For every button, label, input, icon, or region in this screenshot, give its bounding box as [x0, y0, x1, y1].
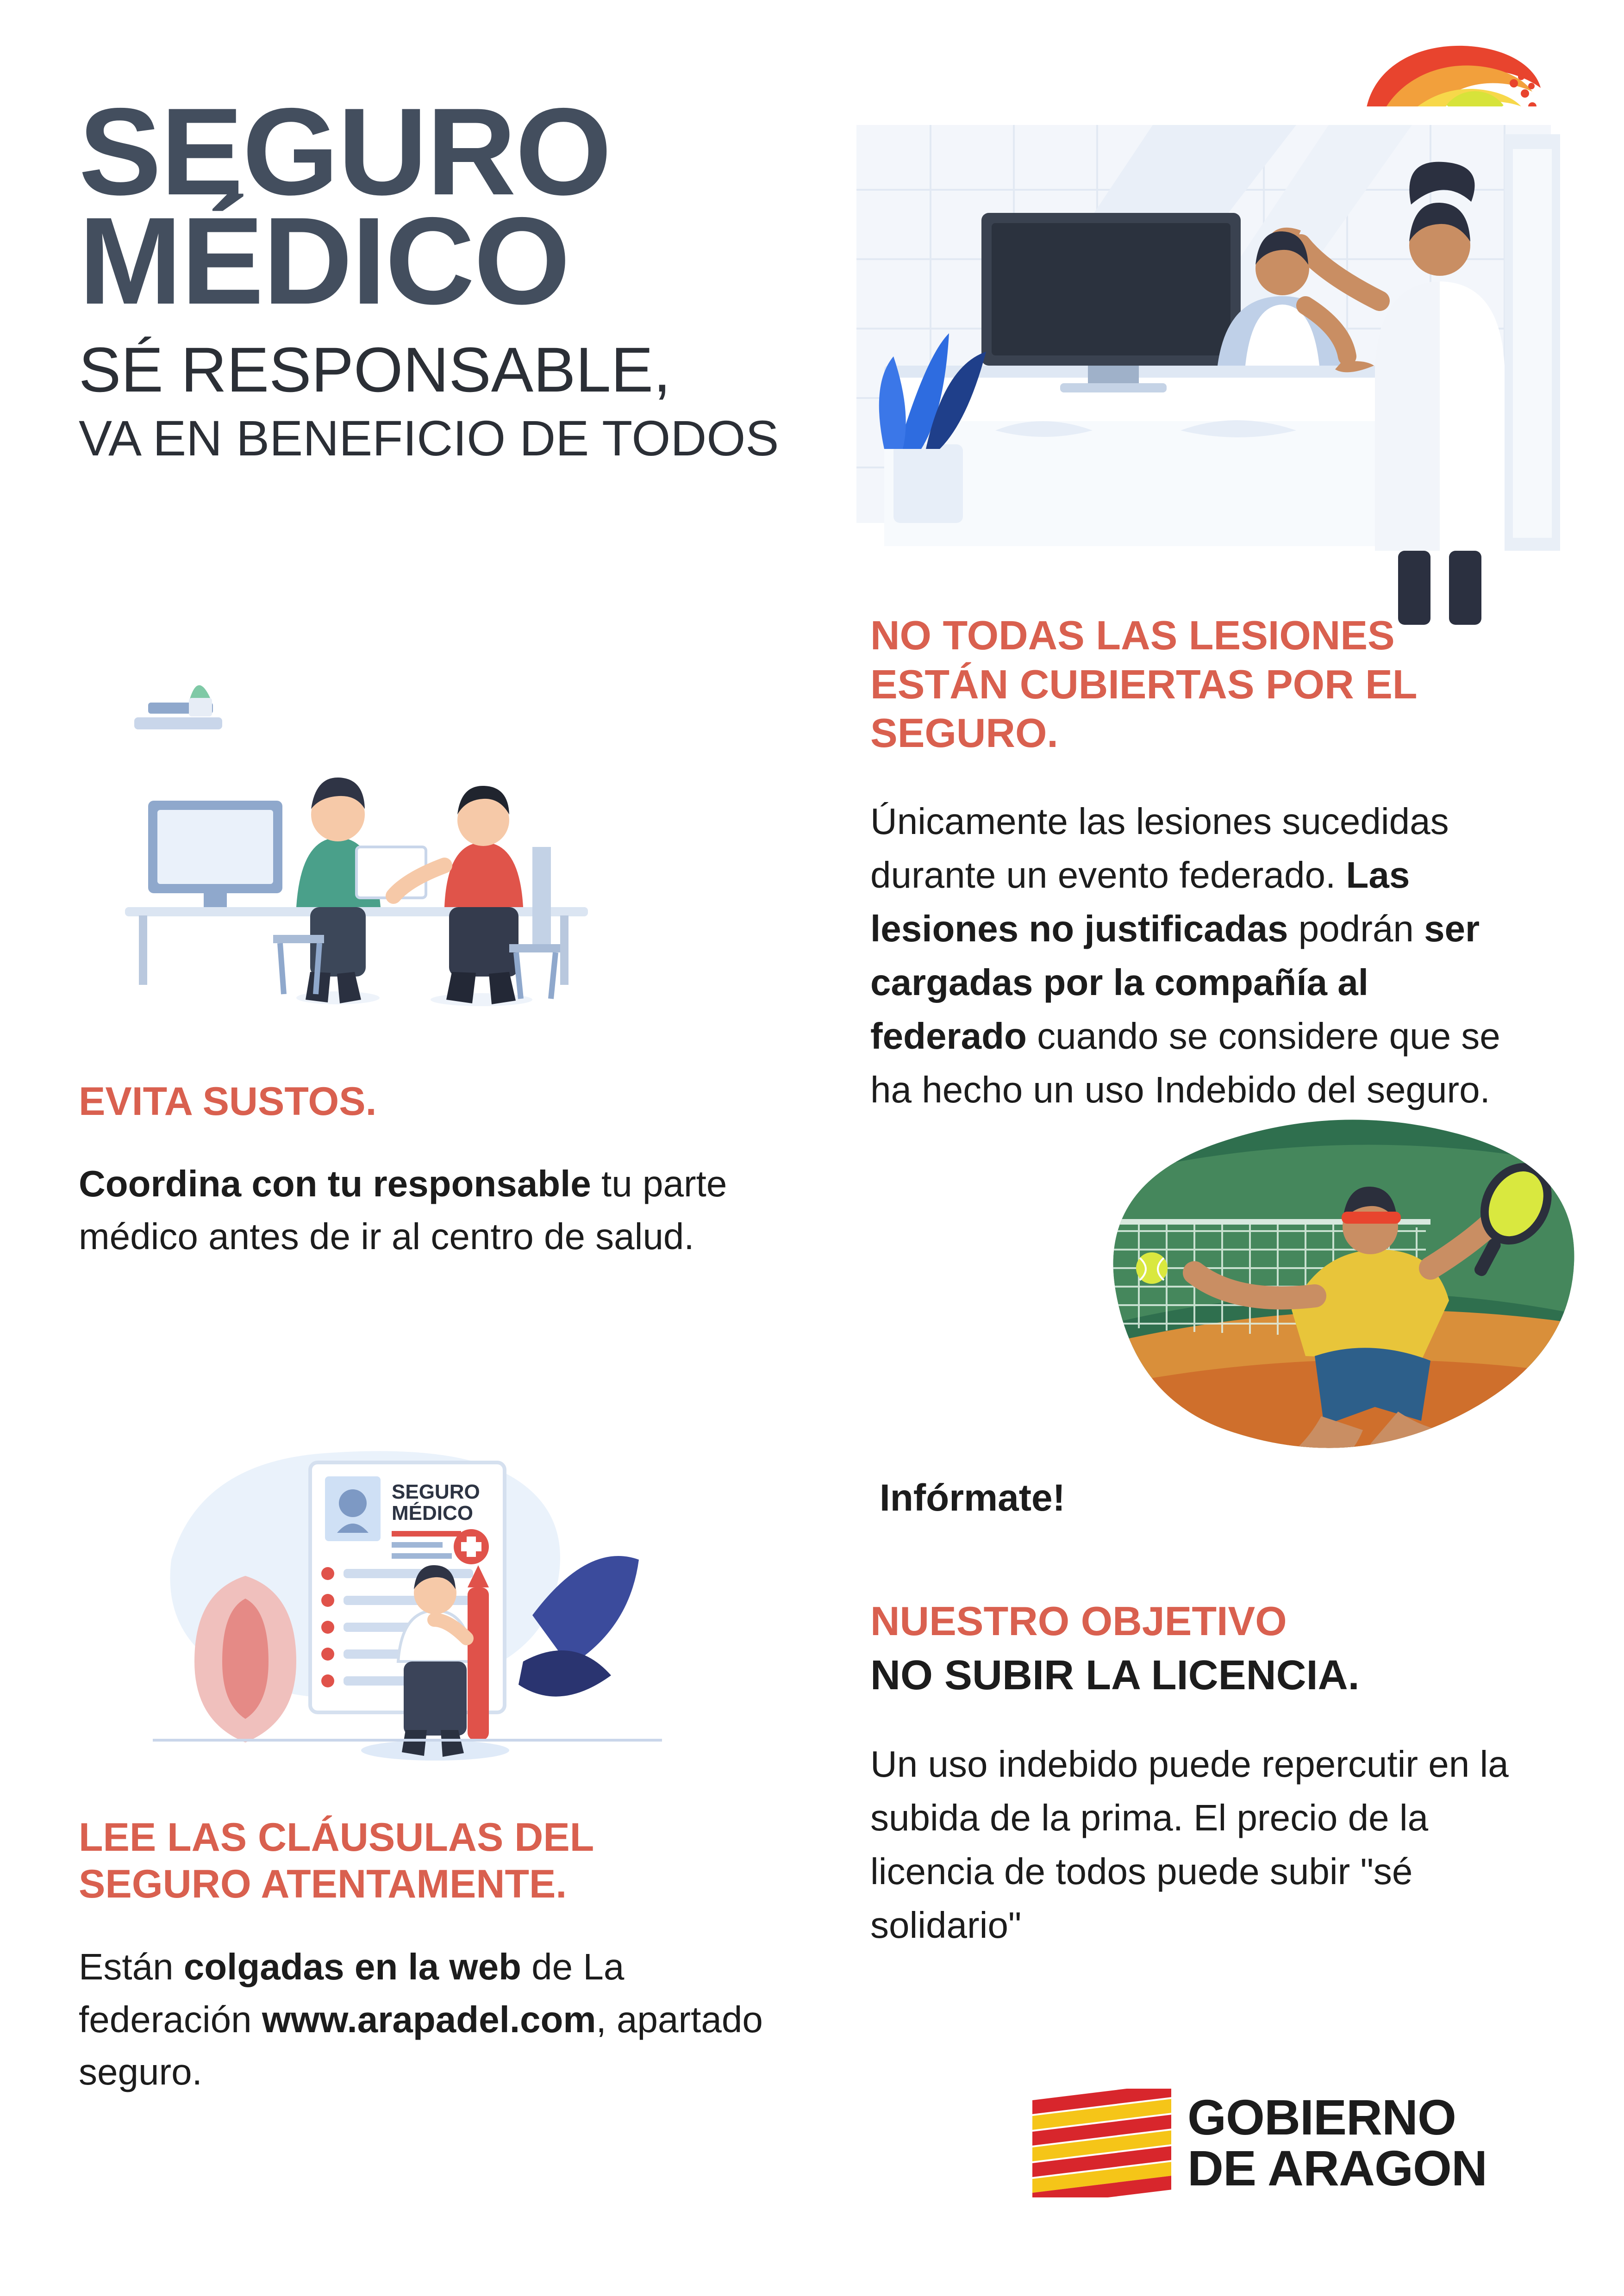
lee-body-mid: de La federación [79, 1946, 625, 2040]
lesiones-body-mid: podrán [1288, 908, 1424, 949]
lee-heading-line-2: SEGURO ATENTAMENTE. [79, 1862, 567, 1907]
consultation-scene-icon [79, 648, 690, 1018]
website-link[interactable]: www.arapadel.com [262, 1998, 596, 2040]
lesiones-heading: NO TODAS LAS LESIONES ESTÁN CUBIERTAS POR EL SEGURO. [870, 612, 1417, 756]
evita-sustos-body-rest: tu parte médico antes de ir al centro de salud. [79, 1163, 727, 1257]
gobierno-aragon-text [1187, 2089, 1487, 2196]
illustration-reception [829, 106, 1579, 653]
gobierno-line-1: GOBIERNO [1187, 2089, 1456, 2145]
objetivo-body: Un uso indebido puede repercutir en la subida de la prima. El precio de la licencia de todos puede subir "sé solidario" [870, 1743, 1509, 1946]
lee-body-bold: colgadas en la web [183, 1946, 521, 1987]
evita-sustos-body [79, 1157, 750, 1263]
objetivo-block [870, 1597, 1532, 1952]
subtitle-line-1: SÉ RESPONSABLE, [79, 334, 671, 405]
lee-clausulas-heading [79, 1814, 782, 1908]
title-block [79, 82, 792, 466]
reception-scene-icon [829, 106, 1579, 653]
insurance-card-scene-icon [116, 1421, 708, 1786]
lesiones-body-end: cuando se considere que se ha hecho un uso Indebido del seguro. [870, 1015, 1500, 1110]
objetivo-heading: NUESTRO OBJETIVO [870, 1598, 1287, 1644]
lesiones-body-bold-1: Las lesiones no justificadas [870, 854, 1410, 949]
illustration-insurance-card [116, 1421, 708, 1786]
evita-sustos-heading: EVITA SUSTOS. [79, 1079, 377, 1124]
objetivo-subheading: NO SUBIR LA LICENCIA. [870, 1652, 1360, 1699]
gobierno-aragon-logo [1032, 2073, 1532, 2212]
lee-body-pre: Están [79, 1946, 184, 1987]
lesiones-body-bold-2: ser cargadas por la compañía al federado [870, 908, 1480, 1057]
gobierno-line-2: DE ARAGON [1187, 2140, 1487, 2196]
subtitle-line-2: VA EN BENEFICIO DE TODOS [79, 410, 779, 466]
lee-clausulas-block [79, 1814, 782, 2098]
title-line-1: SEGURO [79, 82, 611, 221]
aragon-flag-icon [1032, 2089, 1171, 2197]
card-title-line-1: SEGURO [392, 1481, 480, 1503]
lesiones-body [870, 795, 1532, 1117]
illustration-padel-player [1074, 1111, 1579, 1476]
card-title-line-2: MÉDICO [392, 1502, 473, 1524]
lee-heading-line-1: LEE LAS CLÁUSULAS DEL [79, 1815, 594, 1860]
page-title [79, 82, 792, 330]
lesiones-cubiertas-block [870, 611, 1532, 1117]
title-line-2: MÉDICO [79, 191, 569, 330]
illustration-consultation [79, 648, 690, 1018]
lee-clausulas-body [79, 1941, 782, 2098]
lee-body-end: , apartado seguro. [79, 1998, 763, 2093]
informate-callout: Infórmate! [880, 1477, 1065, 1519]
lesiones-body-pre: Únicamente las lesiones sucedidas durante un evento federado. [870, 800, 1449, 896]
evita-sustos-body-bold: Coordina con tu responsable [79, 1163, 591, 1205]
padel-player-scene-icon [1074, 1111, 1579, 1476]
evita-sustos-block [79, 1078, 750, 1263]
